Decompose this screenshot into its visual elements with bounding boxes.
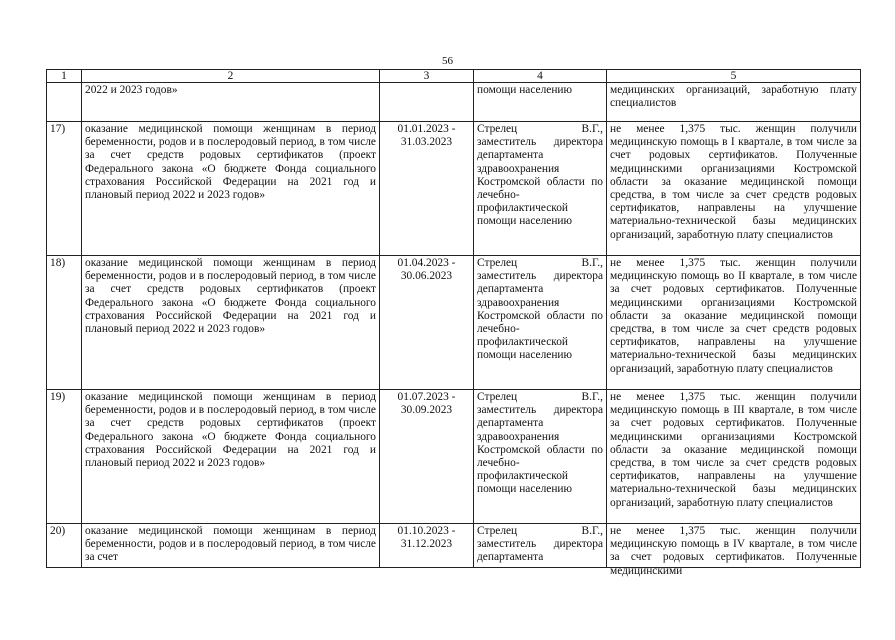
row-number	[47, 83, 82, 122]
start-date: 01.10.2023 -	[397, 525, 456, 537]
end-date: 30.09.2023	[400, 404, 453, 417]
row-number: 18)	[47, 256, 82, 390]
result-cell: не менее 1,375 тыс. женщин получили медицинскую помощь во II квартале, в том числе за счет родовых сертификатов. Полученные медицинскими организациями Костромской области за оказание медицинской помощи средства, в том числе за счет средств родовых сертификатов, направлены на улучшение материально-технической базы медицинских организаций, заработную плату специалистов	[607, 256, 861, 390]
row-number: 20)	[47, 524, 82, 568]
end-date: 31.03.2023	[400, 136, 453, 149]
dates-cell	[380, 256, 474, 390]
result-cell: не менее 1,375 тыс. женщин получили медицинскую помощь в I квартале, в том числе за счет родовых сертификатов. Полученные медицинскими организациями Костромской области за оказание медицинской помощи средства, в том числе за счет средств родовых сертификатов, направлены на улучшение материально-технической базы медицинских организаций, заработную плату специалистов	[607, 122, 861, 256]
row-number: 17)	[47, 122, 82, 256]
table-row	[47, 390, 861, 524]
description-cell: 2022 и 2023 годов»	[82, 83, 380, 122]
description-cell: оказание медицинской помощи женщинам в период беременности, родов и в послеродовый период, в том числе за счет средств родовых сертификатов (проект Федерального закона «О бюджете Фонда социального страхования Российской Федерации на 2021 год и плановый период 2022 и 2023 годов»	[82, 390, 380, 524]
dates-cell	[380, 83, 474, 122]
column-header: 2	[82, 70, 380, 83]
description-cell: оказание медицинской помощи женщинам в период беременности, родов и в послеродовый период, в том числе за счет средств родовых сертификатов (проект Федерального закона «О бюджете Фонда социального страхования Российской Федерации на 2021 год и плановый период 2022 и 2023 годов»	[82, 122, 380, 256]
page-number: 56	[442, 55, 453, 67]
table-row	[47, 122, 861, 256]
continuation-row	[47, 83, 861, 122]
start-date: 01.04.2023 -	[397, 257, 456, 269]
plan-table	[46, 69, 861, 577]
row-number: 19)	[47, 390, 82, 524]
result-text: не менее 1,375 тыс. женщин получили медицинскую помощь в IV квартале, в том числе за счет родовых сертификатов. Полученные медицинскими	[610, 525, 857, 577]
header-row	[47, 70, 861, 83]
result-cell: не менее 1,375 тыс. женщин получили медицинскую помощь в III квартале, в том числе за счет родовых сертификатов. Полученные медицинскими организациями Костромской области за оказание медицинской помощи средства, в том числе за счет средств родовых сертификатов, направлены на улучшение материально-технической базы медицинских организаций, заработную плату специалистов	[607, 390, 861, 524]
result-cell: медицинских организаций, заработную плату специалистов	[607, 83, 861, 122]
responsible-cell: Стрелец В.Г., заместитель директора департамента здравоохранения Костромской области по лечебно-профилактической помощи населению	[474, 256, 607, 390]
responsible-text: Стрелец В.Г., заместитель директора департамента	[477, 525, 603, 564]
description-cell: оказание медицинской помощи женщинам в период беременности, родов и в послеродовый период, в том числе за счет средств родовых сертификатов (проект Федерального закона «О бюджете Фонда социального страхования Российской Федерации на 2021 год и плановый период 2022 и 2023 годов»	[82, 256, 380, 390]
responsible-cell: Стрелец В.Г., заместитель директора департамента здравоохранения Костромской области по лечебно-профилактической помощи населению	[474, 390, 607, 524]
start-date: 01.07.2023 -	[397, 391, 456, 403]
dates-cell	[380, 122, 474, 256]
result-cell	[607, 524, 861, 577]
responsible-cell: помощи населению	[474, 83, 607, 122]
column-header: 5	[607, 70, 861, 83]
description-cell	[82, 524, 380, 568]
dates-cell	[380, 524, 474, 568]
start-date: 01.01.2023 -	[397, 123, 456, 135]
dates-cell	[380, 390, 474, 524]
end-date: 31.12.2023	[400, 538, 453, 551]
column-header: 4	[474, 70, 607, 83]
column-header: 3	[380, 70, 474, 83]
table-row	[47, 256, 861, 390]
responsible-cell	[474, 524, 607, 568]
table-row	[47, 524, 861, 568]
description-text: оказание медицинской помощи женщинам в период беременности, родов и в послеродовый период, в том числе за счет	[85, 525, 376, 564]
end-date: 30.06.2023	[400, 270, 453, 283]
column-header: 1	[47, 70, 82, 83]
responsible-cell: Стрелец В.Г., заместитель директора департамента здравоохранения Костромской области по лечебно-профилактической помощи населению	[474, 122, 607, 256]
